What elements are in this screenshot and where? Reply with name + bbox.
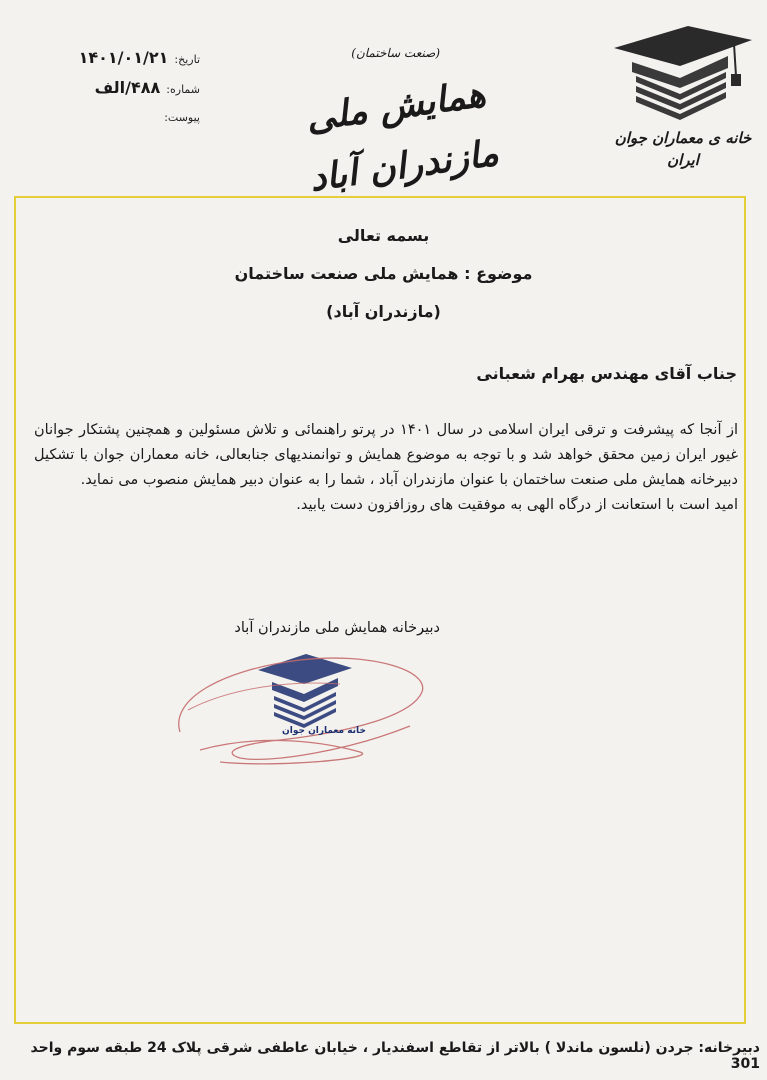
bismillah: بسمه تعالی <box>337 226 430 245</box>
stamp-text: خانه معماران جوان <box>282 726 366 736</box>
signature-stamp-graphic <box>160 640 440 770</box>
event-title-calligraphy <box>280 40 520 200</box>
body-paragraph-1: از آنجا که پیشرفت و ترقی ایران اسلامی در سال ۱۴۰۱ در پرتو راهنمائی و تلاش مسئولین و همچنین پشتکار جوانان غیور ایران زمین محقق خواهد شد و با توجه به موضوع همایش و توانمندیهای جنابعالی، خانه معماران جوان با تشکیل دبیرخانه همایش ملی صنعت ساختمان با عنوان مازندران آباد ، شما را به عنوان دبیر همایش منصوب می نماید. <box>34 422 738 488</box>
letter-body <box>34 418 738 518</box>
signature-label: دبیرخانه همایش ملی مازندران آباد <box>234 620 440 636</box>
org-name-line1: خانه ی معماران جوان <box>614 129 752 147</box>
attachment-label: پیوست: <box>164 111 200 124</box>
body-paragraph-2: امید است با استعانت از درگاه الهی به موفقیت های روزافزون دست یابید. <box>296 497 738 513</box>
letter-subject: موضوع : همایش ملی صنعت ساختمان <box>234 264 533 283</box>
date-value: ۱۴۰۱/۰۱/۲۱ <box>78 48 169 67</box>
org-name-line2: ایران <box>667 151 699 169</box>
number-value: ۴۸۸/الف <box>94 78 161 97</box>
event-subtitle: (صنعت ساختمان) <box>351 46 440 60</box>
attachment-row <box>50 104 200 132</box>
footer-address: دبیرخانه: جردن (نلسون ماندلا ) بالاتر از تقاطع اسفندیار ، خیابان عاطفی شرقی پلاک 24 طبقه سوم واحد 301 <box>30 1040 760 1072</box>
signature-area <box>160 620 440 770</box>
addressee: جناب آقای مهندس بهرام شعبانی <box>476 364 737 383</box>
number-label: شماره: <box>166 83 200 96</box>
letter-subject-paren: (مازندران آباد) <box>326 302 441 321</box>
graduation-cap-icon <box>610 26 756 126</box>
date-label: تاریخ: <box>174 53 200 66</box>
letter-meta <box>50 44 200 132</box>
number-row <box>50 74 200 104</box>
event-title: همایش ملی مازندران آباد <box>303 72 502 200</box>
date-row <box>50 44 200 74</box>
org-logo <box>608 26 758 186</box>
